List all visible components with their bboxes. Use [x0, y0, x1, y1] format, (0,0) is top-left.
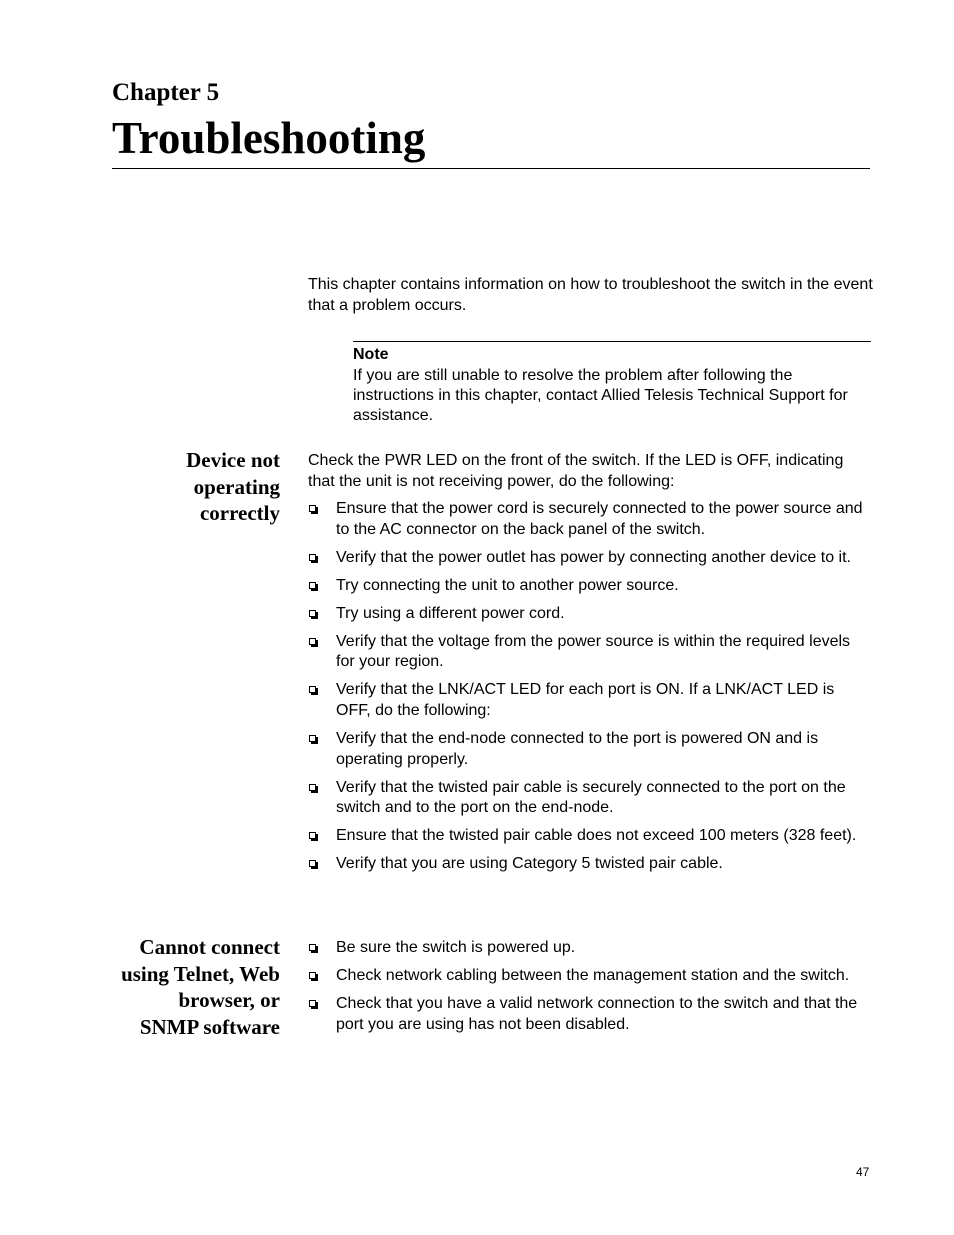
list-item-text: Check that you have a valid network connection to the switch and that the port you are using has not been disabled. — [336, 995, 858, 1033]
list-item — [308, 604, 873, 625]
chapter-title: Troubleshooting — [112, 113, 426, 163]
list-item — [308, 729, 873, 770]
list-item — [308, 680, 873, 721]
bullet-list — [308, 938, 873, 1035]
list-item-text: Try using a different power cord. — [336, 604, 565, 622]
checkbox-bullet-icon — [309, 638, 316, 645]
list-item-text: Verify that the voltage from the power source is within the required levels for your region. — [336, 632, 851, 671]
list-item-text: Check network cabling between the management station and the switch. — [336, 967, 850, 985]
list-item-text: Verify that the end-node connected to the port is powered ON and is operating properly. — [336, 730, 819, 768]
section-lead: Check the PWR LED on the front of the switch. If the LED is OFF, indicating that the unit is not receiving power, do the following: — [308, 452, 844, 490]
list-item — [308, 632, 873, 673]
heading-line: operating — [193, 474, 280, 499]
list-item — [308, 854, 873, 875]
checkbox-bullet-icon — [309, 554, 316, 561]
heading-line: correctly — [199, 501, 280, 526]
bullet-list — [308, 499, 873, 875]
page-number: 47 — [856, 1165, 870, 1179]
intro-paragraph: This chapter contains information on how to troubleshoot the switch in the event that a problem occurs. — [308, 276, 873, 314]
heading-line: SNMP software — [139, 1015, 280, 1040]
list-item — [308, 826, 873, 847]
heading-line: browser, or — [178, 988, 280, 1013]
checkbox-bullet-icon — [309, 582, 316, 589]
list-item-text: Ensure that the twisted pair cable does not exceed 100 meters (328 feet). — [336, 827, 857, 845]
list-item — [308, 966, 873, 987]
list-item-text: Verify that the twisted pair cable is securely connected to the port on the switch and to the port on the end-node. — [336, 778, 846, 817]
title-rule — [112, 168, 870, 169]
checkbox-bullet-icon — [309, 860, 316, 867]
list-item — [308, 778, 873, 819]
note-text: If you are still unable to resolve the problem after following the instructions in this chapter, contact Allied Telesis Technical Support for assistance. — [353, 366, 848, 424]
heading-line: Device not — [186, 448, 280, 472]
list-item — [308, 938, 873, 959]
note-box — [353, 341, 871, 426]
chapter-label: Chapter 5 — [112, 79, 220, 106]
list-item-text: Verify that you are using Category 5 twisted pair cable. — [336, 855, 723, 873]
heading-line: Cannot connect — [139, 935, 280, 959]
checkbox-bullet-icon — [309, 610, 316, 617]
list-item-text: Verify that the LNK/ACT LED for each port is ON. If a LNK/ACT LED is OFF, do the following: — [336, 681, 835, 719]
checkbox-bullet-icon — [309, 686, 316, 693]
list-item-text: Be sure the switch is powered up. — [336, 939, 576, 956]
section-device-not-operating — [308, 451, 873, 882]
list-item-text: Try connecting the unit to another power source. — [336, 576, 679, 594]
checkbox-bullet-icon — [309, 944, 316, 951]
checkbox-bullet-icon — [309, 784, 316, 791]
checkbox-bullet-icon — [309, 735, 316, 742]
list-item-text: Verify that the power outlet has power by connecting another device to it. — [336, 548, 851, 566]
checkbox-bullet-icon — [309, 972, 316, 979]
note-heading: Note — [353, 346, 389, 363]
list-item — [308, 994, 873, 1035]
list-item — [308, 576, 873, 597]
section-cannot-connect — [308, 938, 873, 1043]
list-item — [308, 548, 873, 569]
checkbox-bullet-icon — [309, 505, 316, 512]
section-heading-cannot-connect — [121, 934, 280, 1041]
checkbox-bullet-icon — [309, 1000, 316, 1007]
list-item-text: Ensure that the power cord is securely connected to the power source and to the AC connector on the back panel of the switch. — [336, 500, 863, 538]
section-heading-device-not-operating — [186, 447, 280, 527]
checkbox-bullet-icon — [309, 832, 316, 839]
list-item — [308, 499, 873, 540]
heading-line: using Telnet, Web — [121, 961, 280, 986]
